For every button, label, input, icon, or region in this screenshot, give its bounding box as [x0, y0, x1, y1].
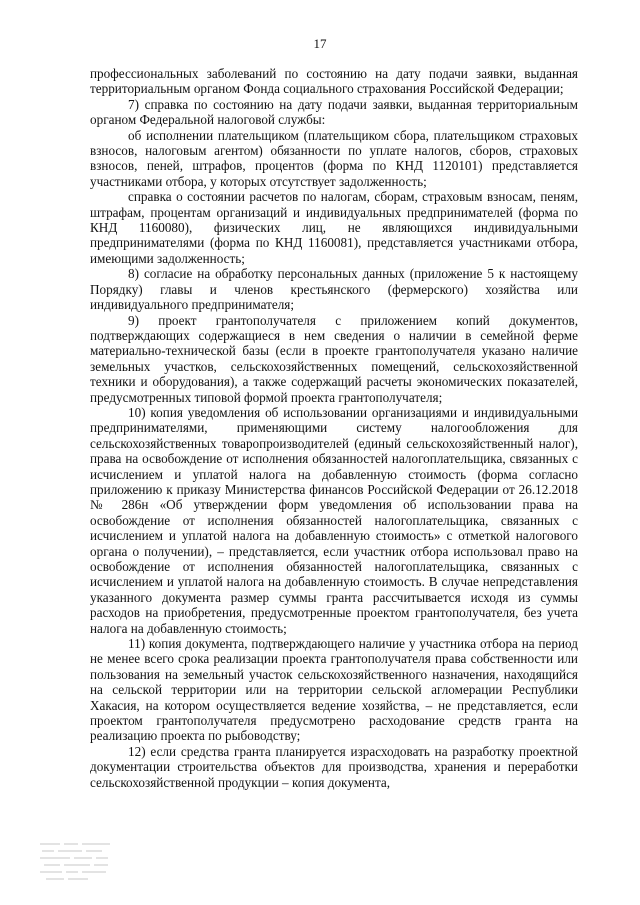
paragraph-item-12: 12) если средства гранта планируется израсходовать на разработку проектной документации строительства объектов для производства, хранения и переработки сельскохозяйственной продукции – копия документа,	[90, 743, 578, 790]
paragraph-item-9: 9) проект грантополучателя с приложением копий документов, подтверждающих содержащиеся в нем сведения о наличии в семейной ферме материально-технической базы (если в проекте грантополучателя указано наличие земельных участков, сельскохозяйственных помещений, сельскохозяйственной техники и оборудования), а также содержащий расчеты экономических показателей, предусмотренных типовой формой проекта грантополучателя;	[90, 312, 578, 405]
page-number: 17	[313, 36, 327, 51]
paragraph-item-10: 10) копия уведомления об использовании организациями и индивидуальными предпринимателями, применяющими систему налогообложения для сельскохозяйственных товаропроизводителей (единый сельскохозяйственный налог), права на освобождение от исполнения обязанностей налогоплательщика, связанных с исчислением и уплатой налога на добавленную стоимость (форма согласно приложению к приказу Министерства финансов Российской Федерации от 26.12.2018 № 286н «Об утверждении форм уведомления об использовании права на освобождение от исполнения обязанностей налогоплательщика, связанных с исчислением и уплатой налога на добавленную стоимость» с отметкой налогового органа о получении), – представляется, если участник отбора использовал право на освобождение от исполнения обязанностей налогоплательщика, связанных с исчислением и уплатой налога на добавленную стоимость. В случае непредставления указанного документа размер суммы гранта рассчитывается исходя из суммы расходов на приобретения, предусмотренные проектом грантополучателя, без учета налога на добавленную стоимость;	[90, 404, 578, 636]
paragraph-continuation: профессиональных заболеваний по состоянию на дату подачи заявки, выданная территориальным органом Фонда социального страхования Российской Федерации;	[90, 66, 578, 97]
paragraph-item-7: 7) справка по состоянию на дату подачи заявки, выданная территориальным органом Федеральной налоговой службы:	[90, 96, 578, 128]
faded-stamp-mark	[38, 838, 116, 882]
paragraph-item-7-subitem-2: справка о состоянии расчетов по налогам, сборам, страховым взносам, пеням, штрафам, процентам организаций и индивидуальных предпринимателей (форма по КНД 1160080), физических лиц, не являющихся индивидуальными предпринимателями (форма по КНД 1160081), представляется участниками отбора, имеющими задолженность;	[90, 189, 578, 266]
document-body	[90, 66, 578, 790]
paragraph-item-8: 8) согласие на обработку персональных данных (приложение 5 к настоящему Порядку) главы и членов крестьянского (фермерского) хозяйства или индивидуального предпринимателя;	[90, 266, 578, 313]
paragraph-item-11: 11) копия документа, подтверждающего наличие у участника отбора на период не менее всего срока реализации проекта грантополучателя права собственности или пользования на земельный участок сельскохозяйственного назначения, находящийся на сельской территории или на территории сельской агломерации Республики Хакасия, на котором осуществляется ведение хозяйства, – не представляется, если проектом грантополучателя предусмотрено расходование средств гранта на реализацию проекта по рыбоводству;	[90, 636, 578, 744]
paragraph-item-7-subitem-1: об исполнении плательщиком (плательщиком сбора, плательщиком страховых взносов, налоговым агентом) обязанности по уплате налогов, сборов, страховых взносов, пеней, штрафов, процентов (форма по КНД 1120101) представляется участниками отбора, у которых отсутствует задолженность;	[90, 127, 578, 189]
